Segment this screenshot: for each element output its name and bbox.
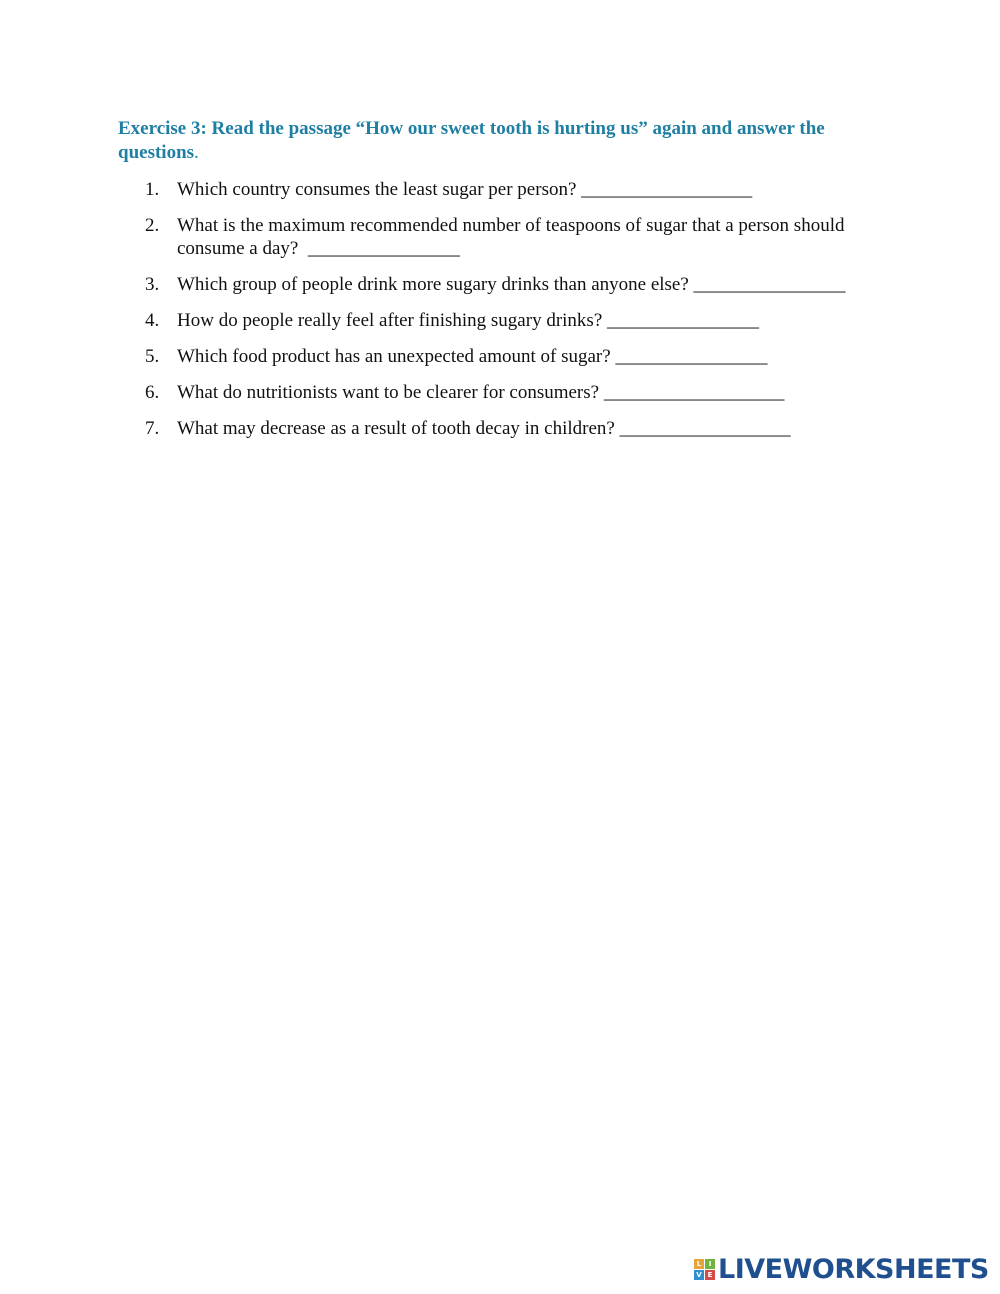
question-item <box>145 309 885 332</box>
exercise-title-text: Exercise 3: Read the passage “How our sweet tooth is hurting us” again and answer the questions <box>118 118 825 163</box>
question-number: 3. <box>145 274 160 295</box>
question-list <box>145 178 885 453</box>
logo-block: I <box>705 1259 715 1269</box>
logo-block: V <box>694 1270 704 1280</box>
exercise-title <box>118 117 878 165</box>
question-text: What is the maximum recommended number of teaspoons of sugar that a person should consume a day? ________________ <box>177 215 850 259</box>
question-text: What do nutritionists want to be clearer for consumers? ___________________ <box>177 382 785 403</box>
question-item <box>145 417 885 440</box>
question-number: 2. <box>145 215 160 236</box>
question-number: 5. <box>145 346 160 367</box>
logo-block: L <box>694 1259 704 1269</box>
question-item <box>145 273 885 296</box>
exercise-title-period: . <box>194 142 199 163</box>
question-text: How do people really feel after finishing sugary drinks? ________________ <box>177 310 760 331</box>
question-text: Which country consumes the least sugar per person? __________________ <box>177 179 753 200</box>
question-number: 4. <box>145 310 160 331</box>
question-text: Which food product has an unexpected amount of sugar? ________________ <box>177 346 768 367</box>
question-number: 7. <box>145 418 160 439</box>
question-item <box>145 345 885 368</box>
logo-text: LIVEWORKSHEETS <box>718 1253 989 1285</box>
logo-icon <box>694 1259 715 1280</box>
question-item <box>145 214 885 260</box>
question-text: Which group of people drink more sugary drinks than anyone else? ________________ <box>177 274 846 295</box>
question-item <box>145 381 885 404</box>
logo-block: E <box>705 1270 715 1280</box>
question-item <box>145 178 885 201</box>
question-number: 1. <box>145 179 160 200</box>
question-text: What may decrease as a result of tooth decay in children? __________________ <box>177 418 791 439</box>
question-number: 6. <box>145 382 160 403</box>
liveworksheets-logo <box>694 1254 989 1284</box>
